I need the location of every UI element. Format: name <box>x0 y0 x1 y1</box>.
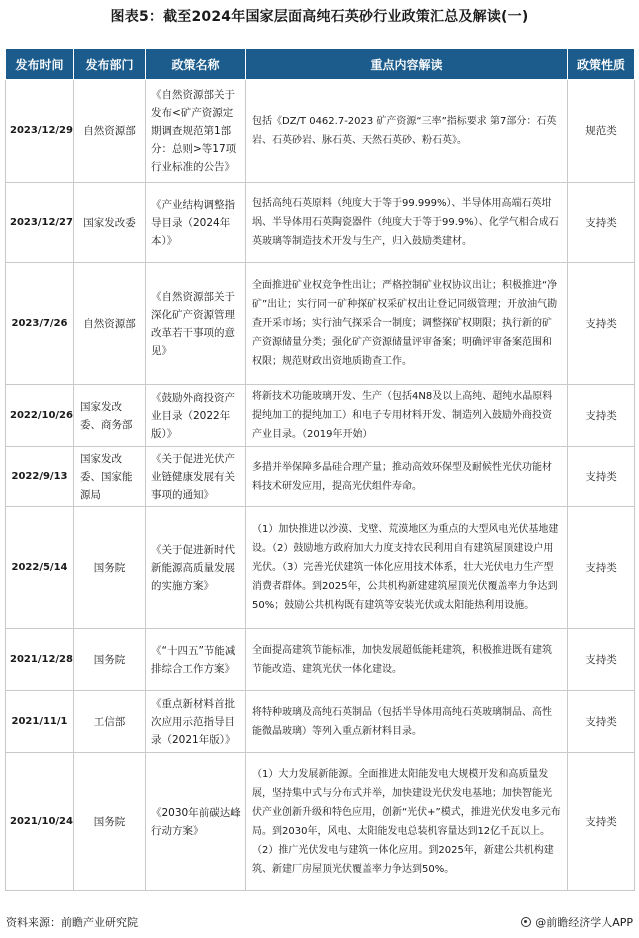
cell-date: 2022/10/26 <box>6 385 74 447</box>
cell-dept: 国家发改委、国家能源局 <box>74 447 146 507</box>
table-row <box>6 691 635 753</box>
cell-policy-name: 《自然资源部关于深化矿产资源管理改革若干事项的意见》 <box>146 263 246 385</box>
cell-date: 2022/5/14 <box>6 507 74 629</box>
table-row <box>6 80 635 183</box>
cell-nature: 支持类 <box>568 183 635 263</box>
cell-nature: 规范类 <box>568 80 635 183</box>
cell-dept: 国务院 <box>74 629 146 691</box>
cell-nature: 支持类 <box>568 263 635 385</box>
cell-content: 包括《DZ/T 0462.7-2023 矿产资源“三率”指标要求 第7部分：石英岩、石英砂岩、脉石英、天然石英砂、粉石英》。 <box>246 80 568 183</box>
cell-date: 2021/12/28 <box>6 629 74 691</box>
cell-policy-name: 《鼓励外商投资产业目录（2022年版）》 <box>146 385 246 447</box>
cell-date: 2021/10/24 <box>6 753 74 891</box>
cell-policy-name: 《重点新材料首批次应用示范指导目录（2021年版）》 <box>146 691 246 753</box>
footer <box>0 910 639 934</box>
header-policy-name: 政策名称 <box>146 49 246 80</box>
cell-dept: 国家发改委、商务部 <box>74 385 146 447</box>
cell-dept: 国务院 <box>74 507 146 629</box>
header-nature: 政策性质 <box>568 49 635 80</box>
cell-content: （1）加快推进以沙漠、戈壁、荒漠地区为重点的大型风电光伏基地建设。（2）鼓励地方政府加大力度支持农民利用自有建筑屋顶建设户用光伏。（3）完善光伏建筑一体化应用技术体系，壮大光伏电力生产型消费者群体。到2025年，公共机构新建建筑屋顶光伏覆盖率力争达到50%；鼓励公共机构既有建筑等安装光伏或太阳能热利用设施。 <box>246 507 568 629</box>
cell-nature: 支持类 <box>568 507 635 629</box>
policy-table <box>5 48 635 891</box>
cell-date: 2021/11/1 <box>6 691 74 753</box>
cell-content: 将新技术功能玻璃开发、生产（包括4N8及以上高纯、超纯水晶原料提纯加工的提纯加工）和电子专用材料开发、制造列入鼓励外商投资产业目录。（2019年开始） <box>246 385 568 447</box>
brand-logo-icon <box>521 917 531 927</box>
cell-content: 全面提高建筑节能标准，加快发展超低能耗建筑，积极推进既有建筑节能改造、建筑光伏一体化建设。 <box>246 629 568 691</box>
cell-policy-name: 《产业结构调整指导目录（2024年本）》 <box>146 183 246 263</box>
table-row <box>6 629 635 691</box>
cell-date: 2022/9/13 <box>6 447 74 507</box>
cell-policy-name: 《2030年前碳达峰行动方案》 <box>146 753 246 891</box>
header-dept: 发布部门 <box>74 49 146 80</box>
cell-policy-name: 《自然资源部关于发布<矿产资源定期调查规范第1部分：总则>等17项行业标准的公告》 <box>146 80 246 183</box>
cell-content: 包括高纯石英原料（纯度大于等于99.999%）、半导体用高端石英坩埚、半导体用石英陶瓷器件（纯度大于等于99.9%）、化学气相合成石英玻璃等制造技术开发与生产，归入鼓励类建材。 <box>246 183 568 263</box>
table-row <box>6 385 635 447</box>
table-row <box>6 507 635 629</box>
table-row <box>6 753 635 891</box>
cell-nature: 支持类 <box>568 447 635 507</box>
cell-date: 2023/12/29 <box>6 80 74 183</box>
header-date: 发布时间 <box>6 49 74 80</box>
cell-dept: 工信部 <box>74 691 146 753</box>
cell-dept: 自然资源部 <box>74 263 146 385</box>
cell-policy-name: 《“十四五”节能减排综合工作方案》 <box>146 629 246 691</box>
cell-nature: 支持类 <box>568 753 635 891</box>
cell-policy-name: 《关于促进新时代新能源高质量发展的实施方案》 <box>146 507 246 629</box>
cell-date: 2023/12/27 <box>6 183 74 263</box>
cell-dept: 自然资源部 <box>74 80 146 183</box>
cell-content: 全面推进矿业权竞争性出让；严格控制矿业权协议出让；积极推进“净矿”出让；实行同一矿种探矿权采矿权出让登记同级管理；开放油气勘查开采市场；实行油气探采合一制度；调整探矿权期限；执行新的矿产资源储量分类；强化矿产资源储量评审备案；明确评审备案范围和权限；规范财政出资地质勘查工作。 <box>246 263 568 385</box>
policy-table-wrapper <box>5 48 634 891</box>
cell-content: 多措并举保障多晶硅合理产量；推动高效环保型及耐候性光伏功能材料技术研发应用，提高光伏组件寿命。 <box>246 447 568 507</box>
cell-content: 将特种玻璃及高纯石英制品（包括半导体用高纯石英玻璃制品、高性能微晶玻璃）等列入重点新材料目录。 <box>246 691 568 753</box>
page-title: 图表5：截至2024年国家层面高纯石英砂行业政策汇总及解读(一) <box>110 9 529 25</box>
header-content: 重点内容解读 <box>246 49 568 80</box>
table-row <box>6 447 635 507</box>
table-header-row <box>6 49 635 80</box>
cell-nature: 支持类 <box>568 385 635 447</box>
brand-credit <box>521 914 633 930</box>
table-row <box>6 263 635 385</box>
cell-dept: 国务院 <box>74 753 146 891</box>
table-row <box>6 183 635 263</box>
cell-policy-name: 《关于促进光伏产业链健康发展有关事项的通知》 <box>146 447 246 507</box>
source-note: 资料来源：前瞻产业研究院 <box>6 916 138 929</box>
brand-text: @前瞻经济学人APP <box>535 916 633 929</box>
cell-date: 2023/7/26 <box>6 263 74 385</box>
cell-dept: 国家发改委 <box>74 183 146 263</box>
cell-nature: 支持类 <box>568 629 635 691</box>
cell-content: （1）大力发展新能源。全面推进太阳能发电大规模开发和高质量发展，坚持集中式与分布式并举，加快建设光伏发电基地；加快智能光伏产业创新升级和特色应用，创新“光伏+”模式，推进光伏发电多元布局。到2030年，风电、太阳能发电总装机容量达到12亿千瓦以上。（2）推广光伏发电与建筑一体化应用。到2025年，新建公共机构建筑、新建厂房屋顶光伏覆盖率力争达到50%。 <box>246 753 568 891</box>
cell-nature: 支持类 <box>568 691 635 753</box>
